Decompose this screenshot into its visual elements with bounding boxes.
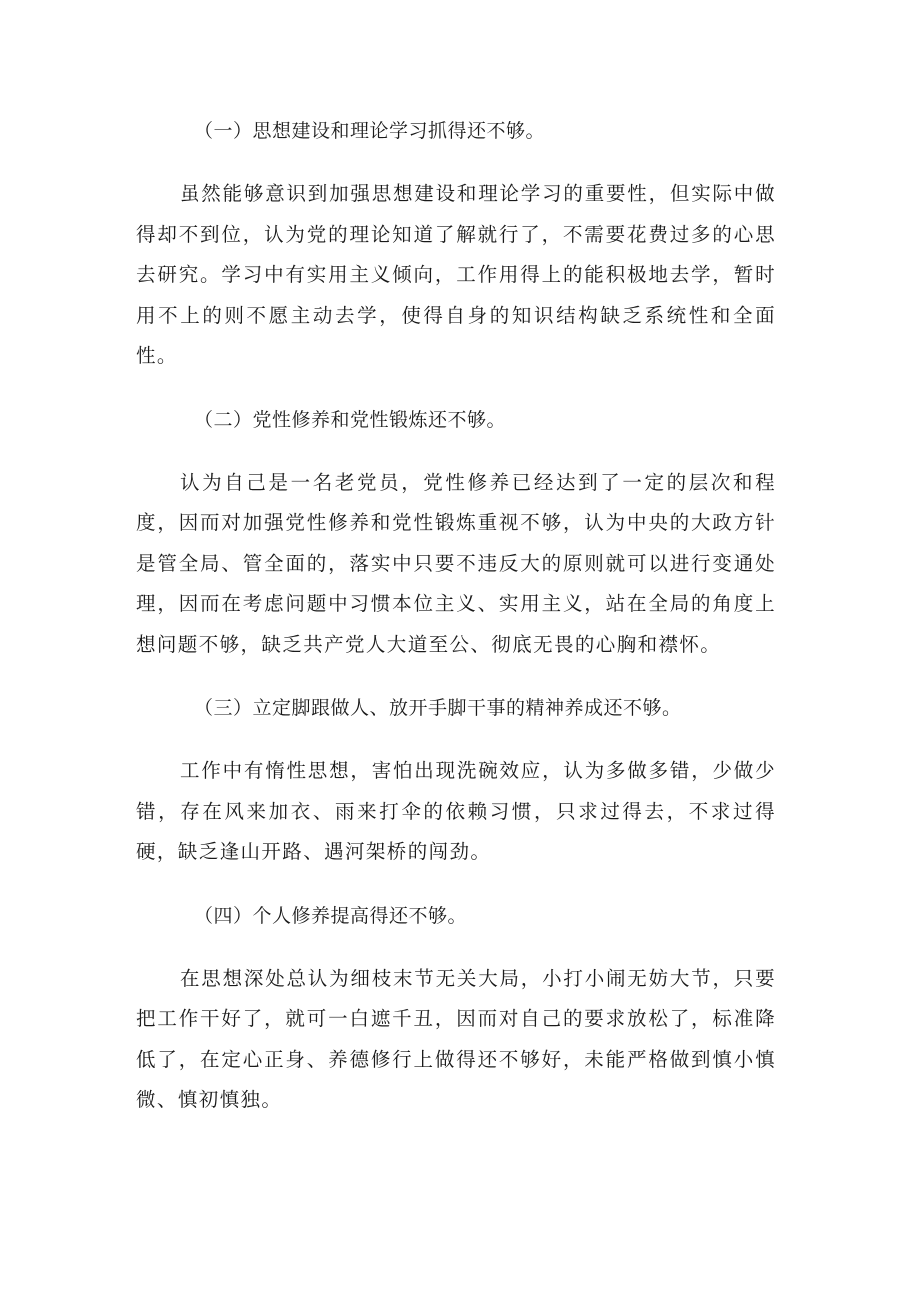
section-body-1: 虽然能够意识到加强思想建设和理论学习的重要性，但实际中做得却不到位，认为党的理论知道了解就行了，不需要花费过多的心思去研究。学习中有实用主义倾向，工作用得上的能积极地去学，暂时用不上的则不愿主动去学，使得自身的知识结构缺乏系统性和全面性。 bbox=[136, 182, 776, 367]
section-heading-3: （三）立定脚跟做人、放开手脚干事的精神养成还不够。 bbox=[194, 697, 682, 719]
section-heading-4: （四）个人修养提高得还不够。 bbox=[194, 904, 468, 927]
section-heading-2: （二）党性修养和党性锻炼还不够。 bbox=[194, 408, 507, 431]
section-body-4: 在思想深处总认为细枝末节无关大局，小打小闹无妨大节，只要把工作干好了，就可一白遮千丑，因而对自己的要求放松了，标准降低了，在定心正身、养德修行上做得还不够好，未能严格做到慎小慎微、慎初慎独。 bbox=[136, 966, 776, 1111]
section-body-3: 工作中有惰性思想，害怕出现洗碗效应，认为多做多错，少做少错，存在风来加衣、雨来打伞的依赖习惯，只求过得去，不求过得硬，缺乏逢山开路、遇河架桥的闯劲。 bbox=[136, 759, 776, 863]
section-heading-1: （一）思想建设和理论学习抓得还不够。 bbox=[194, 120, 546, 142]
section-body-2: 认为自己是一名老党员，党性修养已经达到了一定的层次和程度，因而对加强党性修养和党性锻炼重视不够，认为中央的大政方针是管全局、管全面的，落实中只要不违反大的原则就可以进行变通处理，因而在考虑问题中习惯本位主义、实用主义，站在全局的角度上想问题不够，缺乏共产党人大道至公、彻底无畏的心胸和襟怀。 bbox=[136, 470, 776, 656]
document-page bbox=[136, 111, 776, 1144]
